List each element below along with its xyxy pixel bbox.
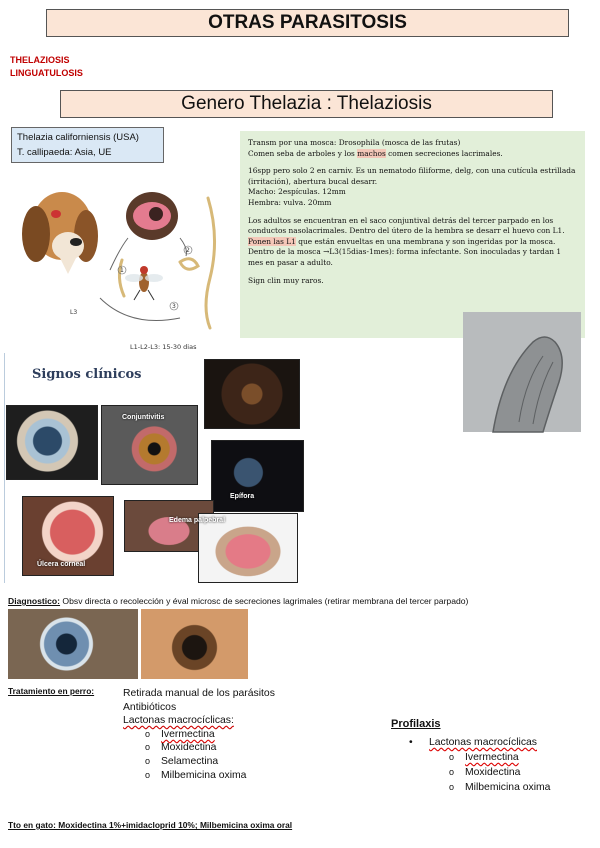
photo-eyelid-edema xyxy=(169,513,298,583)
label-edema: Edema palpebral xyxy=(169,517,226,524)
page-title xyxy=(46,9,569,37)
lifecycle-diagram xyxy=(10,178,238,354)
label-conjuntivitis: Conjuntivitis xyxy=(122,414,165,421)
info-transmission: Transm por una mosca: Drosophila (mosca de las frutas) Comen seba de arboles y los machos comen secreciones lacrimales. xyxy=(248,138,503,158)
l3-label: L3 xyxy=(70,309,78,316)
clinical-signs-title: Signos clínicos xyxy=(32,367,142,382)
species-box xyxy=(11,127,164,163)
tratamiento-item-1: Retirada manual de los parásitos xyxy=(123,688,275,699)
step-1-label: 1 xyxy=(120,267,124,274)
tratamiento-label: Tratamiento en perro: xyxy=(8,686,95,696)
profilaxis-drug-1: o Ivermectina xyxy=(449,752,519,763)
tratamiento-drug-2: o Moxidectina xyxy=(145,742,217,754)
tag-thelaziosis: THELAZIOSIS xyxy=(10,55,70,65)
photo-eye-conjunctivitis xyxy=(101,405,198,485)
dog-illustration xyxy=(22,192,98,274)
photo-eye-1 xyxy=(6,405,98,480)
tratamiento-drug-3: o Selamectina xyxy=(145,755,219,767)
genus-title xyxy=(60,90,553,118)
diagnostico-line xyxy=(8,596,468,606)
profilaxis-title: Profilaxis xyxy=(391,718,441,730)
photo-eye-3 xyxy=(204,359,300,429)
diagnostico-text: Obsv directa o recolección y éval microsc de secreciones lagrimales (retirar membrana del tercer parpado) xyxy=(60,596,469,606)
info-panel xyxy=(240,131,585,338)
step-3-label: 3 xyxy=(172,303,176,310)
label-epifora: Epífora xyxy=(230,493,255,500)
photo-diagnostic-2 xyxy=(141,609,248,679)
page-title-text: OTRAS PARASITOSIS xyxy=(208,12,407,33)
step-2-label: 2 xyxy=(186,247,190,254)
photo-eye-epiphora xyxy=(211,440,304,512)
species-line-1: Thelazia californiensis (USA) xyxy=(17,132,139,143)
label-ulcera: Úlcera corneal xyxy=(37,561,86,568)
tratamiento-gato: Tto en gato: Moxidectina 1%+imidacloprid 10%; Milbemicina oxima oral xyxy=(8,820,293,830)
highlight-l1: Ponen las L1 xyxy=(248,236,296,246)
info-morphology: 16spp pero solo 2 en carniv. Es un nematodo filiforme, delg, con una cutícula estrillada (irritación), abertura bucal desarr. Macho: 2espículas. 12mm Hembra: vulva. 20mm xyxy=(248,166,576,207)
genus-title-text: Genero Thelazia : Thelaziosis xyxy=(181,93,432,114)
tratamiento-item-3: Lactonas macrocíclicas: xyxy=(123,715,234,727)
tratamiento-drug-4: o Milbemicina oxima xyxy=(145,769,247,781)
tratamiento-item-2: Antibióticos xyxy=(123,701,177,713)
profilaxis-drug-2: o Moxidectina xyxy=(449,767,521,778)
species-line-2: T. callipaeda: Asia, UE xyxy=(17,147,112,158)
fly-illustration xyxy=(125,266,163,300)
photo-diagnostic-1 xyxy=(8,609,138,679)
info-signs: Sign clin muy raros. xyxy=(248,275,324,285)
highlight-machos: machos xyxy=(357,148,386,158)
tag-linguatulosis: LINGUATULOSIS xyxy=(10,68,83,78)
profilaxis-drug-3: o Milbemicina oxima xyxy=(449,782,551,793)
tratamiento-list xyxy=(123,687,275,782)
larva-micrograph xyxy=(463,312,581,432)
lifecycle-caption: L1-L2-L3: 15-30 dias xyxy=(130,343,197,351)
info-lifecycle: Los adultos se encuentran en el saco conjuntival detrás del tercer parpado en los conductos nasolacrimales. Dentro del útero de la hembra se desarr el huevo con L1. Ponen las L1 que están envueltas en una membrana y son ingeridas por la mosca. Dentro de la mosca →L3(15dias-1mes): forma infectante. Son inoculadas y tardan 1 mes en pasar a adulto. xyxy=(248,215,565,267)
tratamiento-drug-1: o Ivermectina xyxy=(145,728,215,740)
photo-eye-ulcer xyxy=(22,496,114,576)
profilaxis-list xyxy=(409,736,550,795)
diagnostico-label: Diagnostico: xyxy=(8,596,61,606)
eye-closeup-illustration xyxy=(126,192,178,240)
profilaxis-item: • Lactonas macrocíclicas xyxy=(409,737,537,748)
